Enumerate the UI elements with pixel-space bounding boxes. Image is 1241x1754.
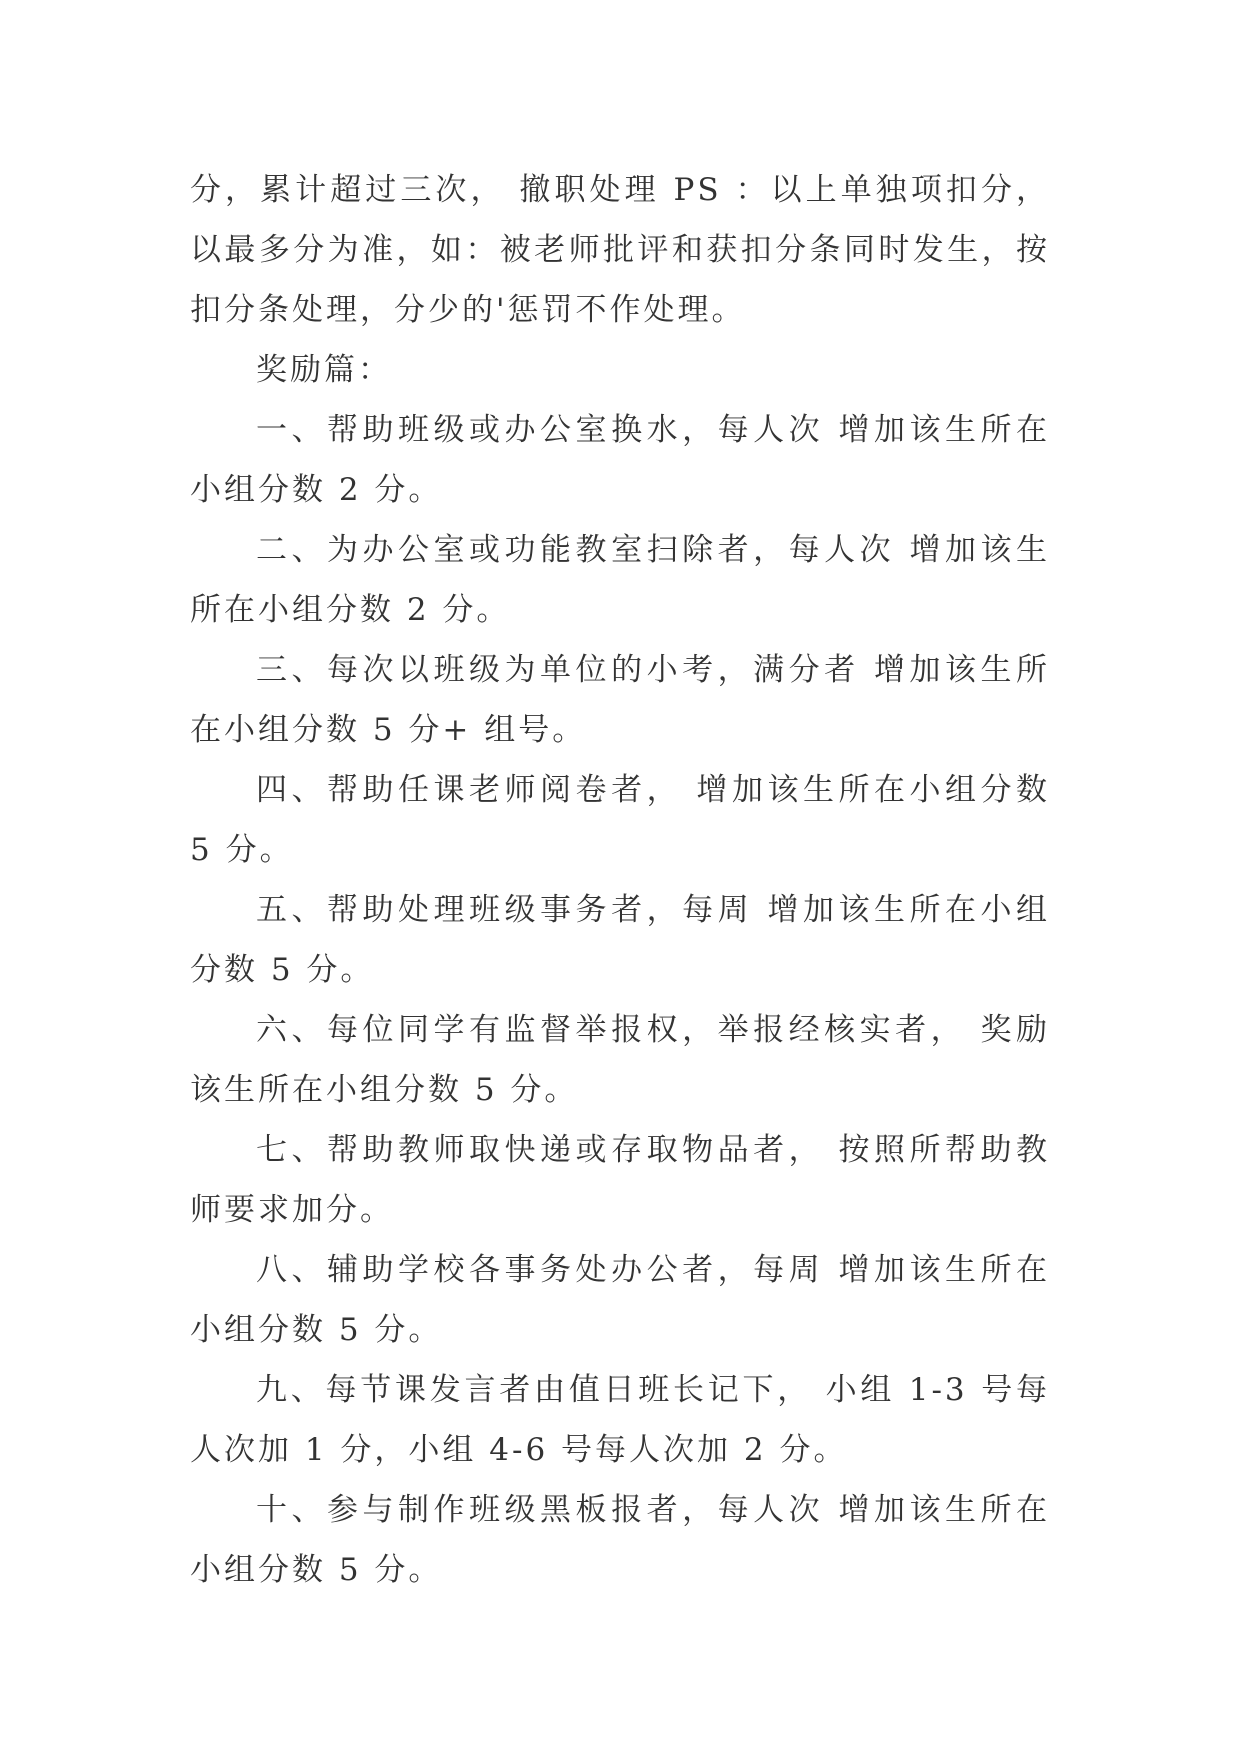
- reward-item-5: 五、帮助处理班级事务者，每周 增加该生所在小组分数 5 分。: [190, 892, 1050, 988]
- reward-item-4: 四、帮助任课老师阅卷者， 增加该生所在小组分数 5 分。: [190, 772, 1050, 868]
- reward-item-7: 七、帮助教师取快递或存取物品者， 按照所帮助教师要求加分。: [190, 1132, 1050, 1228]
- paragraph-penalty-continuation: 分，累计超过三次， 撤职处理 PS ：以上单独项扣分，以最多分为准，如：被老师批评和获扣分条同时发生，按扣分条处理，分少的'惩罚不作处理。: [190, 172, 1050, 328]
- reward-item-2: 二、为办公室或功能教室扫除者，每人次 增加该生所在小组分数 2 分。: [190, 532, 1050, 628]
- reward-item-10: 十、参与制作班级黑板报者，每人次 增加该生所在小组分数 5 分。: [190, 1492, 1050, 1588]
- reward-item-8: 八、辅助学校各事务处办公者，每周 增加该生所在小组分数 5 分。: [190, 1252, 1050, 1348]
- reward-item-9: 九、每节课发言者由值日班长记下， 小组 1-3 号每人次加 1 分，小组 4-6 号每人次加 2 分。: [190, 1372, 1050, 1468]
- reward-item-6: 六、每位同学有监督举报权，举报经核实者， 奖励该生所在小组分数 5 分。: [190, 1012, 1050, 1108]
- section-heading-rewards: 奖励篇：: [256, 352, 392, 388]
- reward-item-3: 三、每次以班级为单位的小考，满分者 增加该生所在小组分数 5 分+ 组号。: [190, 652, 1050, 748]
- reward-item-1: 一、帮助班级或办公室换水，每人次 增加该生所在小组分数 2 分。: [190, 412, 1050, 508]
- document-body: [190, 160, 1050, 1600]
